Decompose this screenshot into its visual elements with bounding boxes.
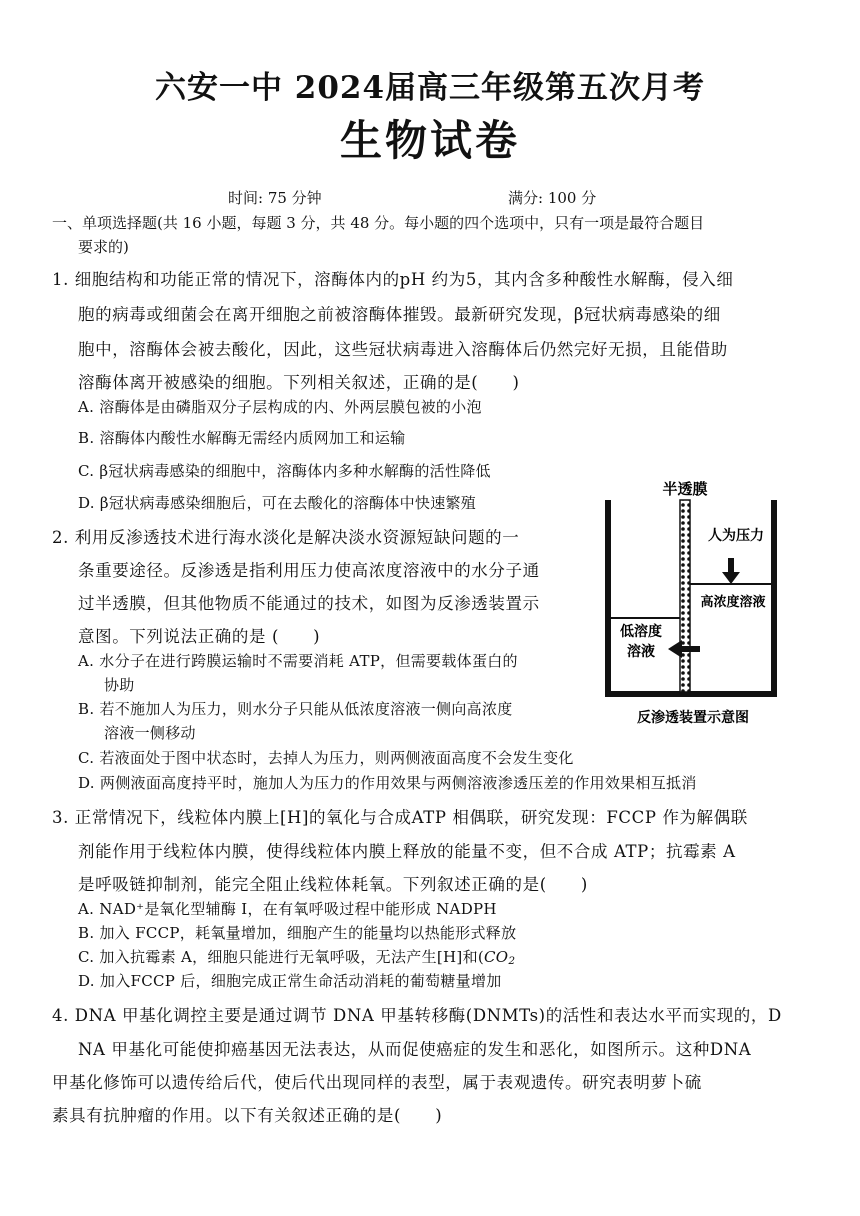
q2-stem-line: 过半透膜，但其他物质不能通过的技术，如图为反渗透装置示 xyxy=(78,594,540,613)
exam-time: 时间: 75 分钟 xyxy=(228,189,322,207)
q1-stem-line: 溶酶体离开被感染的细胞。下列相关叙述，正确的是( ) xyxy=(78,373,520,392)
q3-stem-line: 是呼吸链抑制剂，能完全阻止线粒体耗氧。下列叙述正确的是( ) xyxy=(78,875,588,894)
section-heading: 一、单项选择题(共 16 小题，每题 3 分，共 48 分。每小题的四个选项中，只有一项是最符合题目 xyxy=(52,214,705,232)
q3-option-b: B. 加入 FCCP，耗氧量增加，细胞产生的能量均以热能形式释放 xyxy=(78,924,517,942)
q3-option-c-text: C. 加入抗霉素 A，细胞只能进行无氧呼吸，无法产生[H]和( xyxy=(78,948,485,966)
diagram-caption: 反渗透装置示意图 xyxy=(637,710,749,726)
q2-option-c: C. 若液面处于图中状态时，去掉人为压力，则两侧液面高度不会发生变化 xyxy=(78,749,574,767)
q2-option-a-cont: 协助 xyxy=(104,676,135,694)
q4-stem-line: NA 甲基化可能使抑癌基因无法表达，从而促使癌症的发生和恶化，如图所示。这种DNA xyxy=(78,1040,752,1059)
q3-option-d: D. 加入FCCP 后，细胞完成正常生命活动消耗的葡萄糖量增加 xyxy=(78,972,502,990)
exam-score: 满分: 100 分 xyxy=(508,189,597,207)
q1-option-c: C. β冠状病毒感染的细胞中，溶酶体内多种水解酶的活性降低 xyxy=(78,462,491,480)
q1-stem-line: 胞的病毒或细菌会在离开细胞之前被溶酶体摧毁。最新研究发现，β冠状病毒感染的细 xyxy=(78,305,721,324)
semi-permeable-membrane xyxy=(680,500,690,692)
pressure-label: 人为压力 xyxy=(708,528,764,544)
pressure-arrow-head xyxy=(722,572,740,584)
high-concentration-label: 高浓度溶液 xyxy=(700,595,766,610)
membrane-label: 半透膜 xyxy=(662,480,708,498)
q4-stem-line: 甲基化修饰可以遗传给后代，使后代出现同样的表型，属于表观遗传。研究表明萝卜硫 xyxy=(52,1073,702,1092)
q3-option-a: A. NAD⁺是氧化型辅酶 I，在有氧呼吸过程中能形成 NADPH xyxy=(78,900,497,918)
q4-stem-line: 素具有抗肿瘤的作用。以下有关叙述正确的是( ) xyxy=(52,1106,443,1125)
exam-title: 六安一中 2024届高三年级第五次月考 xyxy=(154,70,706,106)
q1-option-d: D. β冠状病毒感染细胞后，可在去酸化的溶酶体中快速繁殖 xyxy=(78,494,477,512)
reverse-osmosis-diagram xyxy=(596,478,796,738)
exam-subject: 生物试卷 xyxy=(339,116,520,165)
q3-stem-line: 剂能作用于线粒体内膜，使得线粒体内膜上释放的能量不变，但不合成 ATP；抗霉素 A xyxy=(78,842,736,861)
q2-option-d: D. 两侧液面高度持平时，施加人为压力的作用效果与两侧溶液渗透压差的作用效果相互抵消 xyxy=(78,774,697,792)
q2-stem-line: 2. 利用反渗透技术进行海水淡化是解决淡水资源短缺问题的一 xyxy=(52,528,520,547)
q1-stem-line: 胞中，溶酶体会被去酸化，因此，这些冠状病毒进入溶酶体后仍然完好无损，且能借助 xyxy=(78,340,728,359)
low-concentration-label: 低溶度 xyxy=(620,624,662,640)
q2-option-a: A. 水分子在进行跨膜运输时不需要消耗 ATP，但需要载体蛋白的 xyxy=(78,652,518,670)
q4-stem-line: 4. DNA 甲基化调控主要是通过调节 DNA 甲基转移酶(DNMTs)的活性和表达水平而实现的，D xyxy=(52,1006,782,1025)
low-concentration-label-2: 溶液 xyxy=(627,644,655,660)
q3-stem-line: 3. 正常情况下，线粒体内膜上[H]的氧化与合成ATP 相偶联，研究发现：FCCP 作为解偶联 xyxy=(52,808,748,827)
q1-option-b: B. 溶酶体内酸性水解酶无需经内质网加工和运输 xyxy=(78,429,406,447)
q1-stem-line: 1. 细胞结构和功能正常的情况下，溶酶体内的pH 约为5，其内含多种酸性水解酶，侵入细 xyxy=(52,270,734,289)
q2-option-b: B. 若不施加人为压力，则水分子只能从低浓度溶液一侧向高浓度 xyxy=(78,700,513,718)
q1-option-a: A. 溶酶体是由磷脂双分子层构成的内、外两层膜包被的小泡 xyxy=(78,398,482,416)
water-flow-arrow-head xyxy=(668,640,682,658)
q2-stem-line: 意图。下列说法正确的是 ( ) xyxy=(78,627,321,646)
co2-formula: CO2 xyxy=(484,948,516,967)
section-heading-cont: 要求的) xyxy=(78,238,129,256)
q2-option-b-cont: 溶液一侧移动 xyxy=(104,724,196,742)
q3-option-c xyxy=(78,946,515,967)
q2-stem-line: 条重要途径。反渗透是指利用压力使高浓度溶液中的水分子通 xyxy=(78,561,540,580)
